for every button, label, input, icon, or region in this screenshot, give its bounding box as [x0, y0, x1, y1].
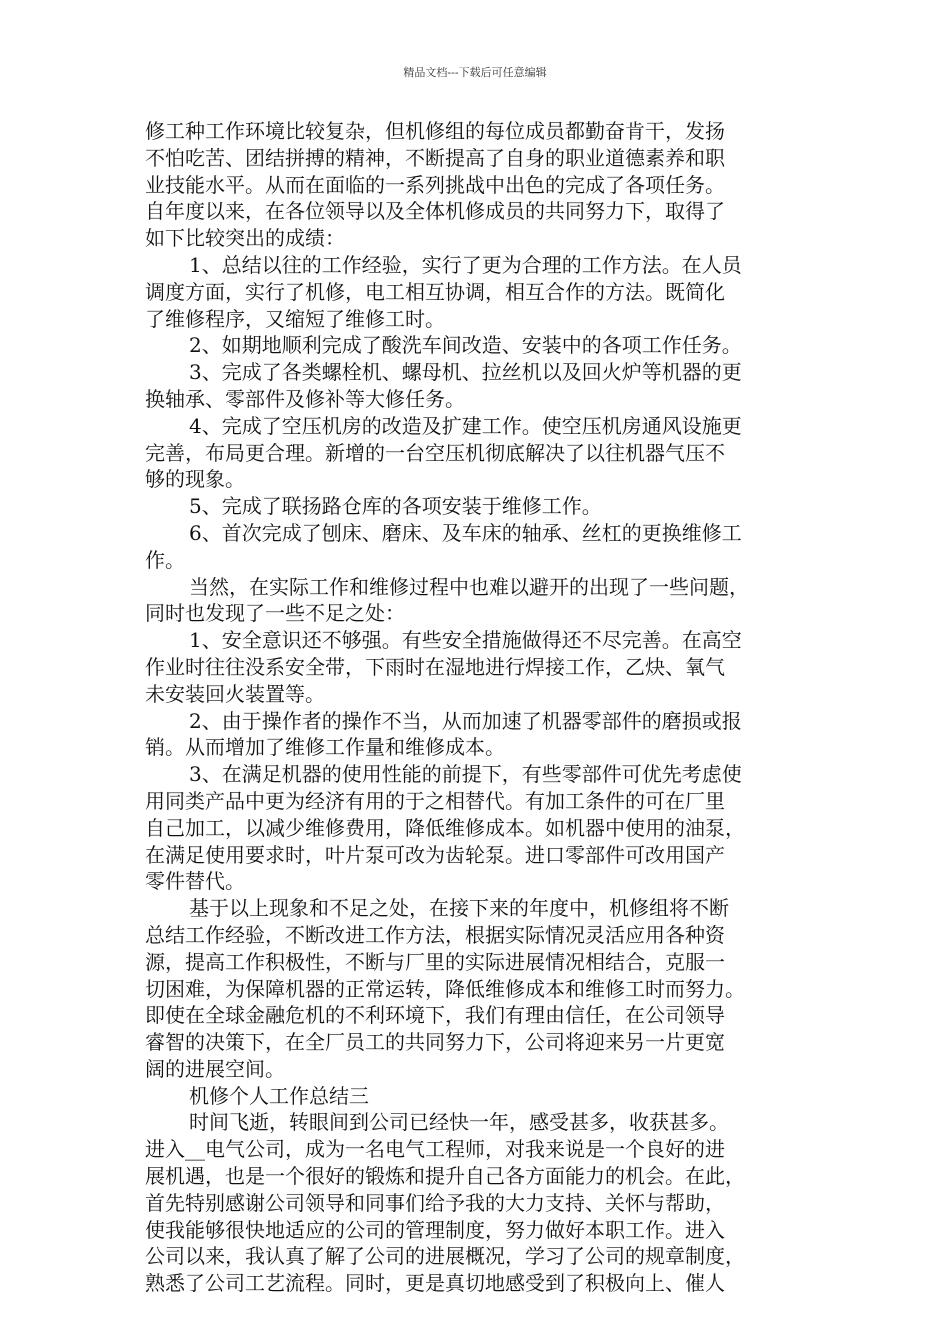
text-line: 了维修程序，又缩短了维修工时。: [145, 306, 445, 331]
text-line: 展机遇，也是一个很好的锻炼和提升自己各方面能力的机会。在此，: [145, 1164, 745, 1189]
text-line: 不怕吃苦、团结拼搏的精神，不断提高了自身的职业道德素养和职: [145, 145, 725, 170]
text-line: 睿智的决策下，在全厂员工的共同努力下，公司将迎来另一片更宽: [145, 1030, 725, 1055]
text-line: 阔的进展空间。: [145, 1056, 285, 1081]
text-line: 销。从而增加了维修工作量和维修成本。: [145, 735, 505, 760]
text-line: 公司以来，我认真了解了公司的进展概况，学习了公司的规章制度，: [145, 1244, 745, 1269]
text-line: 2、由于操作者的操作不当，从而加速了机器零部件的磨损或报: [189, 708, 742, 733]
text-line: 换轴承、零部件及修补等大修任务。: [145, 386, 465, 411]
text-line: 在满足使用要求时，叶片泵可改为齿轮泵。进口零部件可改用国产: [145, 842, 725, 867]
text-line: 即使在全球金融危机的不利环境下，我们有理由信任，在公司领导: [145, 1003, 725, 1028]
text-line: 使我能够很快地适应的公司的管理制度，努力做好本职工作。进入: [145, 1217, 725, 1242]
text-line: 3、在满足机器的使用性能的前提下，有些零部件可优先考虑使: [189, 762, 742, 787]
text-line: 基于以上现象和不足之处，在接下来的年度中，机修组将不断: [189, 896, 729, 921]
text-line: 零件替代。: [145, 869, 245, 894]
text-line: 4、完成了空压机房的改造及扩建工作。使空压机房通风设施更: [189, 413, 742, 438]
text-line: 修工种工作环境比较复杂，但机修组的每位成员都勤奋肯干，发扬: [145, 119, 725, 143]
text-line: 够的现象。: [145, 467, 245, 492]
text-line: 作。: [145, 547, 185, 572]
text-line: 5、完成了联扬路仓库的各项安装于维修工作。: [189, 494, 602, 519]
text-line: 用同类产品中更为经济有用的于之相替代。有加工条件的可在厂里: [145, 788, 725, 813]
text-line: 当然，在实际工作和维修过程中也难以避开的出现了一些问题，: [189, 574, 749, 599]
text-line: 总结工作经验，不断改进工作方法，根据实际情况灵活应用各种资: [145, 922, 725, 947]
text-line: 2、如期地顺利完成了酸洗车间改造、安装中的各项工作任务。: [189, 333, 742, 358]
text-line: 未安装回火装置等。: [145, 681, 325, 706]
text-line: 进入__电气公司，成为一名电气工程师，对我来说是一个良好的进: [145, 1137, 725, 1162]
page-header: 精品文档---下载后可任意编辑: [403, 66, 547, 79]
text-line: 完善，布局更合理。新增的一台空压机彻底解决了以往机器气压不: [145, 440, 725, 465]
text-line: 熟悉了公司工艺流程。同时，更是真切地感受到了积极向上、催人: [145, 1271, 725, 1296]
text-line: 1、总结以往的工作经验，实行了更为合理的工作方法。在人员: [189, 252, 742, 277]
text-line: 3、完成了各类螺栓机、螺母机、拉丝机以及回火炉等机器的更: [189, 360, 742, 385]
text-line: 自年度以来，在各位领导以及全体机修成员的共同努力下，取得了: [145, 199, 725, 224]
text-line: 切困难，为保障机器的正常运转，降低维修成本和维修工时而努力。: [145, 976, 745, 1001]
text-line: 业技能水平。从而在面临的一系列挑战中出色的完成了各项任务。: [145, 172, 725, 197]
text-line: 调度方面，实行了机修，电工相互协调，相互合作的方法。既简化: [145, 279, 725, 304]
text-line: 自己加工，以减少维修费用，降低维修成本。如机器中使用的油泵，: [145, 815, 745, 840]
text-line: 源，提高工作积极性，不断与厂里的实际进展情况相结合，克服一: [145, 949, 725, 974]
text-line: 时间飞逝，转眼间到公司已经快一年，感受甚多，收获甚多。: [189, 1110, 729, 1135]
text-line: 如下比较突出的成绩：: [145, 226, 345, 251]
text-line: 同时也发现了一些不足之处：: [145, 601, 405, 626]
text-line: 机修个人工作总结三: [189, 1083, 369, 1108]
text-line: 6、首次完成了刨床、磨床、及车床的轴承、丝杠的更换维修工: [189, 520, 742, 545]
text-line: 1、安全意识还不够强。有些安全措施做得还不尽完善。在高空: [189, 628, 742, 653]
document-body: [145, 118, 815, 1297]
text-line: 作业时往往没系安全带，下雨时在湿地进行焊接工作，乙炔、氧气: [145, 654, 725, 679]
text-line: 首先特别感谢公司领导和同事们给予我的大力支持、关怀与帮助，: [145, 1190, 725, 1215]
